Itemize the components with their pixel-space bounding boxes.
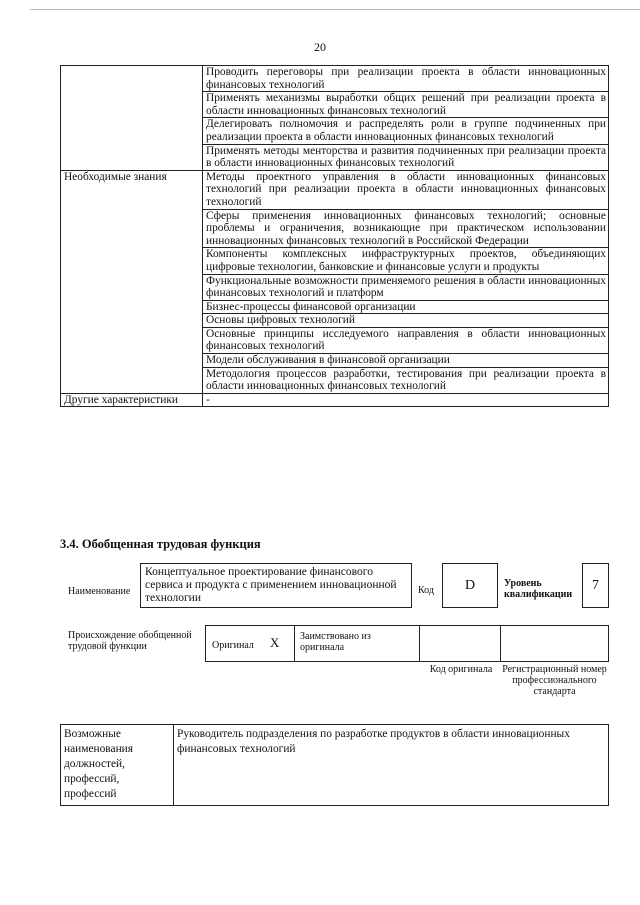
origin-original-label: Оригинал	[212, 640, 254, 651]
skills-knowledge-table	[60, 65, 609, 407]
origin-code-cell	[419, 625, 501, 662]
positions-value: Руководитель подразделения по разработке продуктов в области инновационных финансовых технологий	[174, 725, 609, 806]
origin-code-caption: Код оригинала	[429, 664, 493, 675]
gtf-code-label: Код	[418, 585, 434, 596]
origin-reg-caption: Регистрационный номер профессионального стандарта	[502, 664, 607, 697]
row-item: Сферы применения инновационных финансовых технологий; основные проблемы и ограничения, возникающие при практическом использовании инновационных финансовых технологий в Российской Федерации	[203, 209, 609, 248]
row-item: Проводить переговоры при реализации проекта в области инновационных финансовых технологий	[203, 66, 609, 92]
section-title: 3.4. Обобщенная трудовая функция	[60, 537, 261, 551]
row-item: Бизнес-процессы финансовой организации	[203, 300, 609, 314]
row-item: Функциональные возможности применяемого решения в области инновационных финансовых технологий и платформ	[203, 274, 609, 300]
row-label: Другие характеристики	[61, 393, 203, 407]
table-row	[61, 66, 609, 92]
row-item: Делегировать полномочия и распределять роли в группе подчиненных при реализации проекта в области инновационных финансовых технологий	[203, 118, 609, 144]
origin-reg-cell	[500, 625, 609, 662]
row-item: -	[203, 393, 609, 407]
origin-label: Происхождение обобщенной трудовой функции	[68, 630, 192, 652]
row-item: Основные принципы исследуемого направления в области инновационных финансовых технологий	[203, 327, 609, 353]
origin-original-mark: X	[270, 635, 280, 650]
origin-borrowed-label: Заимствовано из оригинала	[300, 631, 371, 653]
row-item: Компоненты комплексных инфраструктурных проектов, объединяющих цифровые технологии, банковские и финансовые услуги и продукты	[203, 248, 609, 274]
gtf-code-value: D	[442, 563, 498, 608]
row-item: Методология процессов разработки, тестирования при реализации проекта в области инновационных финансовых технологий	[203, 367, 609, 393]
gtf-name-value: Концептуальное проектирование финансового сервиса и продукта с применением инновационной технологии	[140, 563, 412, 608]
positions-table	[60, 724, 609, 806]
row-item: Модели обслуживания в финансовой организации	[203, 354, 609, 368]
positions-label: Возможные наименования должностей, профессий, профессий	[61, 725, 174, 806]
row-item: Применять механизмы выработки общих решений при реализации проекта в области инновационных финансовых технологий	[203, 92, 609, 118]
row-label	[61, 66, 203, 171]
gtf-level-label: Уровень квалификации	[504, 578, 573, 600]
scan-edge-line	[30, 9, 640, 10]
gtf-name-label: Наименование	[68, 586, 131, 597]
row-item: Основы цифровых технологий	[203, 314, 609, 328]
page-number: 20	[314, 40, 326, 54]
row-label: Необходимые знания	[61, 170, 203, 393]
gtf-level-value: 7	[582, 563, 609, 608]
table-row	[61, 170, 609, 209]
table-row	[61, 393, 609, 407]
row-item: Методы проектного управления в области инновационных финансовых технологий при реализации проекта в области инновационных финансовых технологий	[203, 170, 609, 209]
row-item: Применять методы менторства и развития подчиненных при реализации проекта в области инновационных финансовых технологий	[203, 144, 609, 170]
